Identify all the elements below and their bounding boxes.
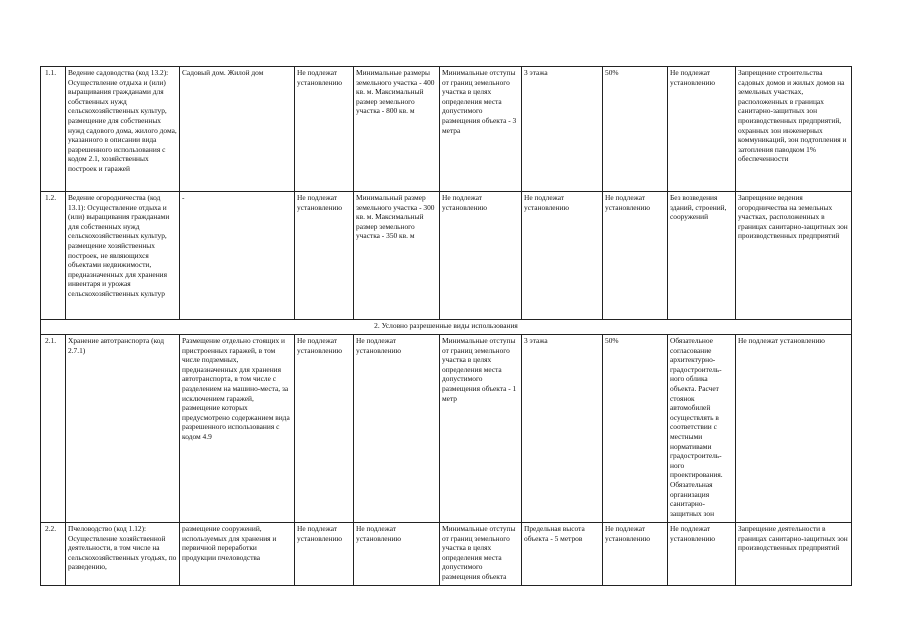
table-cell: 3 этажа: [522, 67, 603, 192]
row-number: 2.2.: [41, 523, 66, 586]
use-type-name: Пчеловодство (код 1.12): Осуществление хозяйственной деятельности, в том числе на сельскохозяйственных угодьях, по разведению,: [66, 523, 180, 586]
table-cell: Не подлежат установлению: [668, 67, 736, 192]
table-row: [41, 192, 852, 320]
table-cell: Минимальные размеры земельного участка - 400 кв. м. Максимальный размер земельного участка - 800 кв. м: [354, 67, 440, 192]
table-cell: Не подлежат установлению: [440, 192, 522, 320]
section-header-row: [41, 320, 852, 335]
table-cell: Запрещение ведения огородничества на земельных участках, расположенных в границах санитарно-защитных зон производственных предприятий: [736, 192, 852, 320]
permitted-objects: Садовый дом. Жилой дом: [180, 67, 295, 192]
row-number: 1.1.: [41, 67, 66, 192]
permitted-objects: размещение сооружений, используемых для хранения и первичной переработки продукции пчеловодства: [180, 523, 295, 586]
table-cell: Предельная высота объекта - 5 метров: [522, 523, 603, 586]
table-cell: Без возведения зданий, строений, сооружений: [668, 192, 736, 320]
table-cell: Минимальные отступы от границ земельного участка в целях определения места допустимого размещения объекта - 3 метра: [440, 67, 522, 192]
row-number: 1.2.: [41, 192, 66, 320]
table-cell: Запрещение строительства садовых домов и жилых домов на земельных участках, расположенных в границах санитарно-защитных зон производственных предприятий, охранных зон инженерных коммуникаций, зон подтопления и затопления паводком 1% обеспеченности: [736, 67, 852, 192]
table-cell: Не подлежат установлению: [668, 523, 736, 586]
table-cell: Не подлежат установлению: [295, 335, 354, 523]
use-type-name: Ведение садоводства (код 13.2): Осуществление отдыха и (или) выращивания гражданами для собственных нужд сельскохозяйственных культур, размещение для собственных нужд садового дома, жилого дома, указанного в описании вида разрешенного использования с кодом 2.1, хозяйственных построек и гаражей: [66, 67, 180, 192]
table-cell: Не подлежат установлению: [354, 335, 440, 523]
permitted-objects: Размещение отдельно стоящих и пристроенных гаражей, в том числе подземных, предназначенных для хранения автотранспорта, в том числе с разделением на машино-места, за исключением гаражей, размещение которых предусмотрено содержанием вида разрешенного использования с кодом 4.9: [180, 335, 295, 523]
table-cell: Не подлежат установлению: [603, 523, 668, 586]
table-cell: Минимальные отступы от границ земельного участка в целях определения места допустимого размещения объекта - 1 метр: [440, 335, 522, 523]
table-cell: Минимальные отступы от границ земельного участка в целях определения места допустимого размещения объекта: [440, 523, 522, 586]
permitted-objects: -: [180, 192, 295, 320]
use-type-name: Хранение автотранспорта (код 2.7.1): [66, 335, 180, 523]
table-cell: Минимальный размер земельного участка - 300 кв. м. Максимальный размер земельного участка - 350 кв. м: [354, 192, 440, 320]
regulations-table: [40, 66, 852, 586]
table-cell: 50%: [603, 335, 668, 523]
table-cell: Не подлежат установлению: [295, 67, 354, 192]
table-row: [41, 67, 852, 192]
table-cell: Обязательное согласование архитектурно-градостроитель-ного облика объекта. Расчет стоянок автомобилей осуществлять в соответствии с местными нормативами градостроитель-ного проектирования. Обязательная организация санитарно-защитных зон: [668, 335, 736, 523]
table-row: [41, 523, 852, 586]
table-cell: 50%: [603, 67, 668, 192]
section-title: 2. Условно разрешенные виды использования: [41, 320, 852, 335]
table-cell: Не подлежат установлению: [736, 335, 852, 523]
table-cell: Не подлежат установлению: [295, 523, 354, 586]
table-cell: Не подлежат установлению: [295, 192, 354, 320]
table-cell: Не подлежат установлению: [522, 192, 603, 320]
row-number: 2.1.: [41, 335, 66, 523]
table-cell: 3 этажа: [522, 335, 603, 523]
table-cell: Не подлежат установлению: [354, 523, 440, 586]
table-row: [41, 335, 852, 523]
use-type-name: Ведение огородничества (код 13.1): Осуществление отдыха и (или) выращивания гражданами для собственных нужд сельскохозяйственных культур, размещение хозяйственных построек, не являющихся объектами недвижимости, предназначенных для хранения инвентаря и урожая сельскохозяйственных культур: [66, 192, 180, 320]
table-cell: Не подлежат установлению: [603, 192, 668, 320]
table-cell: Запрещение деятельности в границах санитарно-защитных зон производственных предприятий: [736, 523, 852, 586]
